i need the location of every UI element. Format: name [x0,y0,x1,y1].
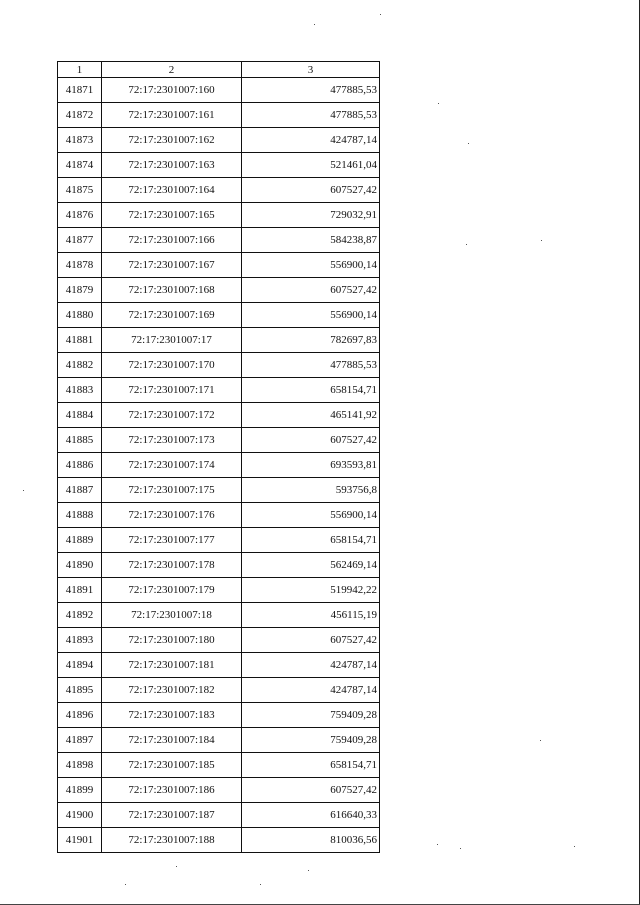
cadastral-number-cell: 72:17:2301007:178 [102,553,242,578]
row-number-cell: 41880 [58,303,102,328]
cadastral-number-cell: 72:17:2301007:188 [102,828,242,853]
row-number-cell: 41896 [58,703,102,728]
table-row [58,753,380,778]
table-row [58,403,380,428]
cadastral-number-cell: 72:17:2301007:179 [102,578,242,603]
column-header-2: 2 [102,62,242,78]
table-row [58,328,380,353]
table-row [58,253,380,278]
cadastral-number-cell: 72:17:2301007:173 [102,428,242,453]
cadastral-number-cell: 72:17:2301007:168 [102,278,242,303]
cadastral-number-cell: 72:17:2301007:170 [102,353,242,378]
row-number-cell: 41887 [58,478,102,503]
table-row [58,503,380,528]
scan-speck [380,14,381,15]
table-row [58,453,380,478]
scan-speck [176,866,177,867]
table-row [58,578,380,603]
row-number-cell: 41872 [58,103,102,128]
scan-speck [125,884,126,885]
table-row [58,103,380,128]
value-cell: 593756,8 [242,478,380,503]
table-row [58,603,380,628]
table-row [58,78,380,103]
row-number-cell: 41898 [58,753,102,778]
value-cell: 658154,71 [242,528,380,553]
cadastral-table [57,61,380,853]
value-cell: 465141,92 [242,403,380,428]
row-number-cell: 41879 [58,278,102,303]
table-row [58,703,380,728]
scan-speck [314,24,315,25]
table-row [58,153,380,178]
row-number-cell: 41871 [58,78,102,103]
row-number-cell: 41874 [58,153,102,178]
table-row [58,628,380,653]
cadastral-number-cell: 72:17:2301007:174 [102,453,242,478]
cadastral-number-cell: 72:17:2301007:182 [102,678,242,703]
table-row [58,278,380,303]
value-cell: 556900,14 [242,253,380,278]
scan-speck [260,884,261,885]
row-number-cell: 41897 [58,728,102,753]
row-number-cell: 41884 [58,403,102,428]
row-number-cell: 41895 [58,678,102,703]
value-cell: 584238,87 [242,228,380,253]
cadastral-number-cell: 72:17:2301007:164 [102,178,242,203]
table-row [58,553,380,578]
table-row [58,203,380,228]
row-number-cell: 41882 [58,353,102,378]
table-row [58,728,380,753]
scan-speck [437,844,438,845]
row-number-cell: 41881 [58,328,102,353]
cadastral-number-cell: 72:17:2301007:167 [102,253,242,278]
value-cell: 729032,91 [242,203,380,228]
cadastral-number-cell: 72:17:2301007:187 [102,803,242,828]
cadastral-number-cell: 72:17:2301007:180 [102,628,242,653]
cadastral-number-cell: 72:17:2301007:175 [102,478,242,503]
value-cell: 607527,42 [242,278,380,303]
row-number-cell: 41890 [58,553,102,578]
row-number-cell: 41885 [58,428,102,453]
cadastral-number-cell: 72:17:2301007:185 [102,753,242,778]
value-cell: 658154,71 [242,753,380,778]
value-cell: 424787,14 [242,128,380,153]
scan-speck [574,846,575,847]
table-row [58,803,380,828]
value-cell: 424787,14 [242,653,380,678]
value-cell: 519942,22 [242,578,380,603]
cadastral-number-cell: 72:17:2301007:176 [102,503,242,528]
column-header-3: 3 [242,62,380,78]
table-row [58,178,380,203]
cadastral-number-cell: 72:17:2301007:162 [102,128,242,153]
value-cell: 810036,56 [242,828,380,853]
cadastral-number-cell: 72:17:2301007:17 [102,328,242,353]
value-cell: 477885,53 [242,353,380,378]
table-row [58,128,380,153]
value-cell: 658154,71 [242,378,380,403]
table-row [58,428,380,453]
row-number-cell: 41875 [58,178,102,203]
cadastral-number-cell: 72:17:2301007:171 [102,378,242,403]
table-header-row [58,62,380,78]
cadastral-number-cell: 72:17:2301007:166 [102,228,242,253]
value-cell: 607527,42 [242,628,380,653]
scan-speck [460,848,461,849]
row-number-cell: 41900 [58,803,102,828]
scan-speck [540,740,541,741]
row-number-cell: 41888 [58,503,102,528]
row-number-cell: 41877 [58,228,102,253]
value-cell: 616640,33 [242,803,380,828]
table-row [58,828,380,853]
cadastral-number-cell: 72:17:2301007:18 [102,603,242,628]
table-row [58,528,380,553]
cadastral-number-cell: 72:17:2301007:169 [102,303,242,328]
value-cell: 477885,53 [242,78,380,103]
value-cell: 607527,42 [242,428,380,453]
table-row [58,478,380,503]
scan-speck [468,143,469,144]
cadastral-number-cell: 72:17:2301007:165 [102,203,242,228]
row-number-cell: 41893 [58,628,102,653]
value-cell: 424787,14 [242,678,380,703]
value-cell: 607527,42 [242,178,380,203]
table-row [58,378,380,403]
table-row [58,228,380,253]
scan-speck [438,103,439,104]
row-number-cell: 41892 [58,603,102,628]
cadastral-number-cell: 72:17:2301007:186 [102,778,242,803]
value-cell: 782697,83 [242,328,380,353]
row-number-cell: 41873 [58,128,102,153]
value-cell: 456115,19 [242,603,380,628]
scan-speck [541,240,542,241]
row-number-cell: 41876 [58,203,102,228]
value-cell: 607527,42 [242,778,380,803]
cadastral-number-cell: 72:17:2301007:181 [102,653,242,678]
table-row [58,778,380,803]
scan-speck [23,490,24,491]
cadastral-number-cell: 72:17:2301007:184 [102,728,242,753]
table-row [58,353,380,378]
row-number-cell: 41883 [58,378,102,403]
row-number-cell: 41891 [58,578,102,603]
value-cell: 477885,53 [242,103,380,128]
row-number-cell: 41894 [58,653,102,678]
table-row [58,303,380,328]
row-number-cell: 41886 [58,453,102,478]
table-row [58,678,380,703]
value-cell: 556900,14 [242,503,380,528]
row-number-cell: 41899 [58,778,102,803]
value-cell: 556900,14 [242,303,380,328]
cadastral-number-cell: 72:17:2301007:177 [102,528,242,553]
cadastral-number-cell: 72:17:2301007:163 [102,153,242,178]
row-number-cell: 41901 [58,828,102,853]
value-cell: 759409,28 [242,703,380,728]
row-number-cell: 41878 [58,253,102,278]
value-cell: 521461,04 [242,153,380,178]
value-cell: 693593,81 [242,453,380,478]
value-cell: 759409,28 [242,728,380,753]
row-number-cell: 41889 [58,528,102,553]
cadastral-number-cell: 72:17:2301007:161 [102,103,242,128]
column-header-1: 1 [58,62,102,78]
table-row [58,653,380,678]
cadastral-number-cell: 72:17:2301007:172 [102,403,242,428]
cadastral-number-cell: 72:17:2301007:160 [102,78,242,103]
value-cell: 562469,14 [242,553,380,578]
scan-speck [308,870,309,871]
cadastral-number-cell: 72:17:2301007:183 [102,703,242,728]
scan-speck [466,244,467,245]
